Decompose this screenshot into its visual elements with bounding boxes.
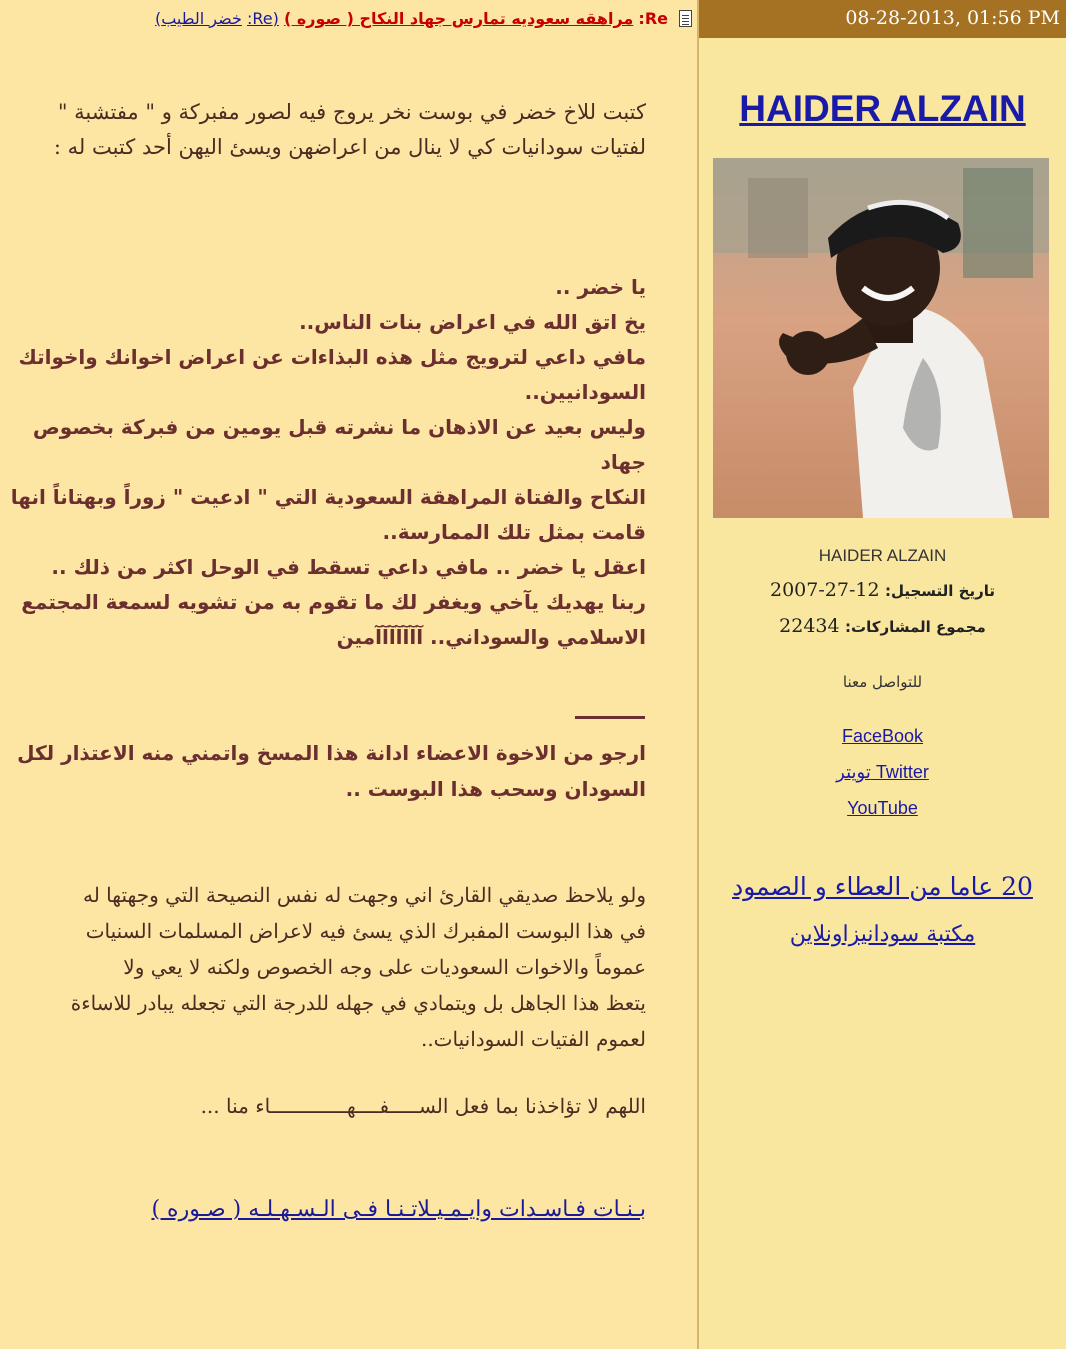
appeal-paragraph (6, 735, 646, 807)
quote-line: الاسلامي والسوداني.. آآآآآآآمين (336, 625, 646, 649)
intro-line: كتبت للاخ خضر في بوست نخر يروج فيه لصور مفبركة و " مفتشبة " (57, 100, 646, 124)
quote-line: مافي داعي لترويج مثل هذه البذاءات عن اعراض اخوانك واخواتك (18, 345, 646, 369)
post-date: 08-28-2013, 01:56 PM (845, 7, 1060, 29)
divider-rule (575, 716, 645, 719)
note-line: ولو يلاحظ صديقي القارئ اني وجهت له نفس النصيحة التي وجهتها له (83, 883, 646, 907)
prayer-line: اللهم لا تؤاخذنا بما فعل الســـــفــــهـــــــــــــاء منا ... (200, 1094, 646, 1118)
reply-suffix: ) (154, 9, 162, 28)
post-title-bar (0, 0, 696, 38)
author-name-link[interactable]: HAIDER ALZAIN (739, 88, 1026, 129)
registration-value: 12-27-2007 (769, 579, 880, 601)
author-name: HAIDER ALZAIN (818, 546, 947, 565)
quote-line: ربنا يهديك يآخي ويغفر لك ما تقوم به من تشويه لسمعة المجتمع (21, 590, 646, 614)
avatar-photo-icon (713, 158, 1049, 518)
quoted-message (6, 270, 646, 655)
intro-line: لفتيات سودانيات كي لا ينال من اعراضهن ويسئ اليهن أحد كتبت له : (53, 135, 646, 159)
quote-line: النكاح والفتاة المراهقة السعودية التي " ادعيت " زوراً وبهتاناً انها (10, 485, 646, 509)
youtube-link[interactable]: YouTube (847, 798, 918, 818)
registration-date (699, 579, 1066, 601)
quote-line: قامت بمثل تلك الممارسة.. (382, 520, 646, 544)
post-count-label: مجموع المشاركات: (845, 618, 986, 636)
quote-line: يخ اتق الله في اعراض بنات الناس.. (299, 310, 646, 334)
post-body (6, 95, 646, 655)
quote-line: السودانيين.. (524, 380, 646, 404)
twitter-link[interactable]: تويتر Twitter (836, 762, 929, 782)
post-document-icon (679, 10, 692, 27)
post-count (699, 615, 1066, 637)
note-line: عموماً والاخوات السعوديات على وجه الخصوص ولكنه لا يعي ولا (123, 955, 646, 979)
registration-label: تاريخ التسجيل: (884, 582, 996, 600)
quote-line: يا خضر .. (555, 275, 646, 299)
note-line: في هذا البوست المفبرك الذي يسئ فيه لاعراض المسلمات السنيات (85, 919, 646, 943)
post-title (155, 9, 668, 28)
note-line: لعموم الفتيات السودانيات.. (420, 1027, 646, 1051)
post-date-header (699, 0, 1066, 38)
quote-line: وليس بعيد عن الاذهان ما نشرته قبل يومين من فبركة بخصوص جهاد (32, 415, 646, 474)
contact-label: للتواصل معنا (842, 673, 923, 691)
appeal-line: السودان وسحب هذا البوست .. (345, 777, 646, 801)
appeal-line: ارجو من الاخوة الاعضاء ادانة هذا المسخ واتمني منه الاعتذار لكل (17, 741, 646, 765)
reply-prefix: (Re: (246, 9, 279, 28)
facebook-link[interactable]: FaceBook (841, 726, 924, 746)
intro-paragraph (6, 95, 646, 165)
avatar (713, 158, 1049, 518)
anniversary-link[interactable]: 20 عاما من العطاء و الصمود (732, 872, 1033, 901)
profile-sidebar (697, 0, 1066, 1349)
library-link[interactable]: مكتبة سودانيزاونلاين (789, 922, 976, 947)
post-count-value: 22434 (779, 615, 840, 637)
reply-author-link[interactable]: خضر الطيب (161, 9, 242, 28)
note-line: يتعظ هذا الجاهل بل ويتمادي في جهله للدرجة التي تجعله يبادر للاساءة (70, 991, 646, 1015)
quote-line: اعقل يا خضر .. مافي داعي تسقط في الوحل اكثر من ذلك .. (51, 555, 646, 579)
title-re-label: Re: (638, 9, 668, 28)
related-thread-link[interactable]: بـنـات فـاسـدات وايـمـيـلاتـنـا فـى الـسـهـلـه ( صـوره ) (151, 1197, 646, 1222)
note-paragraph (6, 877, 646, 1057)
thread-title-link[interactable]: مراهقه سعوديه تمارس جهاد النكاح ( صوره ) (283, 9, 634, 28)
